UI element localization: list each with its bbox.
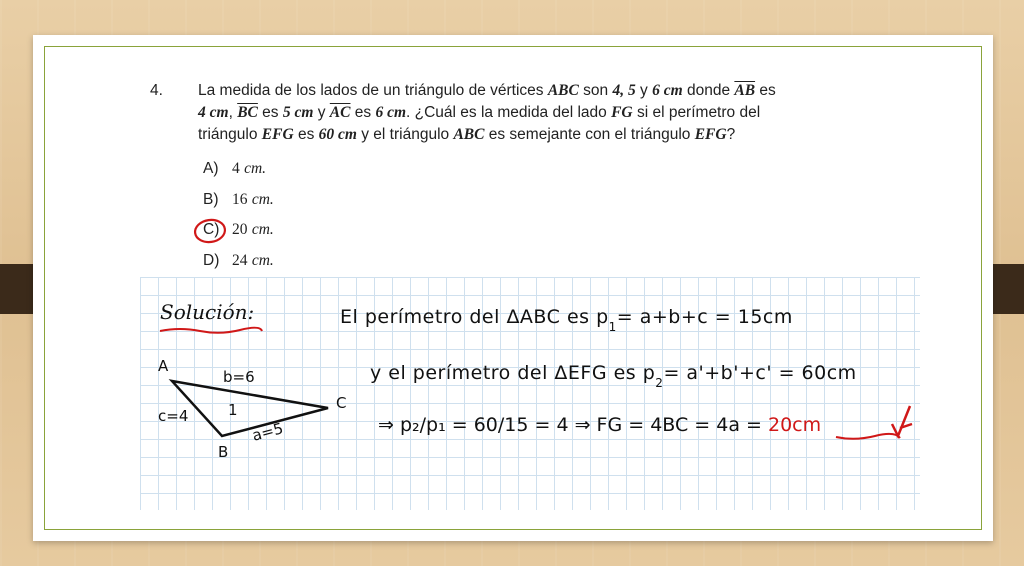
side-a-label: a=5: [250, 419, 286, 445]
final-answer: 20cm: [768, 414, 822, 436]
option-letter: B): [203, 190, 219, 208]
triangle-label-c: C: [336, 394, 347, 412]
option-a[interactable]: A) 4 cm.: [203, 160, 267, 177]
triangle-label-b: B: [218, 443, 229, 461]
selected-answer-circle: [194, 218, 227, 244]
question-number: 4.: [150, 82, 163, 99]
ratio-line: ⇒ p₂/p₁ = 60/15 = 4 ⇒ FG = 4BC = 4a = 20cm: [378, 414, 822, 436]
side-b-label: b=6: [223, 368, 255, 386]
option-letter: A): [203, 160, 219, 177]
solucion-underline: [160, 328, 262, 333]
question-text: La medida de los lados de un triángulo de vértices ABC son 4, 5 y 6 cm donde $\overline{AB}$ es 4 cm, $\overline{BC}$ es 5 cm y $\overline{AC}$ es 6 cm. ¿Cuál es la medida del lado FG si el perímetro del triángulo EFG es 60 cm y el triángulo ABC es semejante con el triángulo EFG?: [198, 82, 776, 143]
option-c[interactable]: C) 20 cm.: [203, 221, 274, 238]
solution-heading: Solución:: [160, 300, 255, 324]
option-letter: C): [203, 221, 220, 238]
similarity-ratio-label: 1: [228, 401, 238, 419]
perimeter-efg-line: y el perímetro del ΔEFG es $p_2= a'+b'+c' = 60cm$: [370, 362, 857, 390]
side-c-label: c=4: [158, 407, 189, 425]
option-d[interactable]: D) 24 cm.: [203, 251, 274, 269]
checkmark-icon: [892, 406, 912, 436]
perimeter-abc-line: El perímetro del ΔABC es $p_1= a+b+c = 15cm$: [340, 306, 793, 334]
triangle-label-a: A: [158, 357, 169, 375]
option-b[interactable]: B) 16 cm.: [203, 190, 274, 208]
answer-underline: [836, 434, 900, 439]
option-letter: D): [203, 251, 220, 269]
